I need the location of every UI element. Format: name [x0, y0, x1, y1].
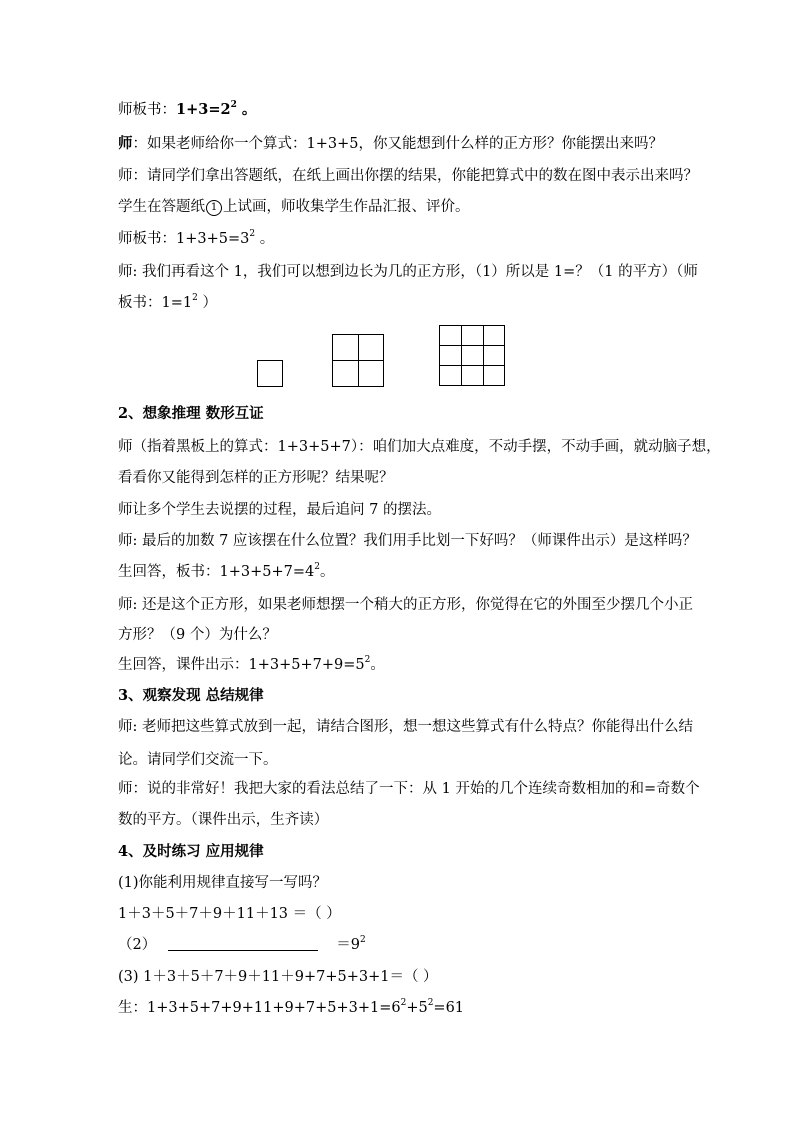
grid-line [461, 326, 462, 385]
line-7 [118, 293, 217, 313]
superscript: 2 [364, 655, 371, 665]
line-20: (1)你能利用规律直接写一写吗？ [118, 875, 328, 891]
line-15 [118, 655, 385, 675]
line-4 [118, 197, 470, 217]
line-23: (3) 1＋3＋5＋7＋9＋11＋9+7+5+3+1＝（ ） [118, 969, 438, 985]
text: 上试画，师收集学生作品汇报、评价。 [223, 199, 470, 215]
text: 学生在答题纸 [118, 199, 205, 215]
text: （2） [118, 937, 157, 953]
superscript: 2 [230, 100, 237, 110]
text: 板书：1=1 [118, 295, 193, 311]
line-11: 师: 最后的加数 7 应该摆在什么位置？我们用手比划一下好吗？（师课件出示）是这样吗？ [118, 533, 697, 549]
text: 生回答，板书：1+3+5+7=4 [118, 564, 315, 580]
line-10: 师让多个学生去说摆的过程，最后追问 7 的摆法。 [118, 502, 441, 518]
line-9: 看看你又能得到怎样的正方形呢？结果呢？ [118, 470, 394, 486]
text: 。 [236, 101, 257, 118]
superscript: 2 [359, 935, 366, 945]
answer-blank [168, 936, 318, 951]
superscript: 2 [249, 229, 256, 239]
line-5 [118, 229, 274, 249]
text: ） [197, 295, 217, 311]
square-2x2 [332, 334, 384, 387]
line-19: 数的平方。（课件出示，生齐读） [118, 812, 329, 828]
heading-4: 4、及时练习 应用规律 [118, 843, 264, 860]
square-1x1 [257, 360, 283, 387]
superscript: 2 [314, 562, 320, 572]
heading-3: 3、观察发现 总结规律 [118, 687, 264, 704]
line-21: 1＋3＋5＋7＋9＋11＋13 ＝（ ） [118, 906, 341, 922]
grid-line [333, 360, 383, 361]
grid-line [440, 365, 504, 366]
square-3x3 [439, 325, 505, 386]
grid-line [440, 345, 504, 346]
speaker-teacher: 师 [118, 135, 133, 152]
text: 。 [370, 657, 385, 673]
text: 师板书： [118, 102, 176, 118]
heading-2: 2、想象推理 数形互证 [118, 405, 264, 422]
text: +5 [406, 1000, 428, 1016]
line-2 [118, 134, 663, 154]
superscript: 2 [400, 998, 407, 1008]
line-18: 师：说的非常好！我把大家的看法总结了一下：从 1 开始的几个连续奇数相加的和=奇数个 [118, 781, 700, 797]
line-1 [118, 100, 256, 120]
line-14: 方形？（9 个）为什么？ [118, 627, 277, 643]
text: 师板书：1+3+5=3 [118, 231, 250, 247]
text: ：如果老师给你一个算式：1+3+5，你又能想到什么样的正方形？你能摆出来吗？ [132, 136, 663, 152]
line-17: 论。请同学们交流一下。 [118, 752, 278, 768]
line-6: 师: 我们再看这个 1，我们可以想到边长为几的正方形，（1）所以是 1=？（1 的平方）（师 [118, 264, 698, 280]
line-13: 师: 还是这个正方形，如果老师想摆一个稍大的正方形，你觉得在它的外围至少摆几个小正 [118, 597, 693, 613]
superscript: 2 [427, 998, 434, 1008]
line-3: 师：请同学们拿出答题纸，在纸上画出你摆的结果，你能把算式中的数在图中表示出来吗？ [118, 168, 698, 184]
superscript: 2 [192, 293, 198, 303]
line-22 [118, 935, 366, 955]
line-24 [118, 998, 464, 1018]
text: ＝9 [336, 937, 360, 953]
line-12 [118, 562, 334, 582]
circled-number: 1 [206, 200, 222, 216]
grid-line [483, 326, 484, 385]
text: =61 [433, 1000, 465, 1016]
text: 生：1+3+5+7+9+11+9+7+5+3+1=6 [118, 1000, 401, 1016]
text: 。 [319, 564, 335, 580]
line-8: 师（指着黑板上的算式：1+3+5+7）：咱们加大点难度，不动手摆，不动手画，就动脑子想， [118, 439, 721, 455]
formula: 1+3=2 [176, 101, 231, 118]
text: 生回答，课件出示：1+3+5+7+9=5 [118, 657, 365, 673]
line-16: 师: 老师把这些算式放到一起，请结合图形，想一想这些算式有什么特点？你能得出什么结 [118, 719, 693, 735]
text: 。 [255, 231, 275, 247]
